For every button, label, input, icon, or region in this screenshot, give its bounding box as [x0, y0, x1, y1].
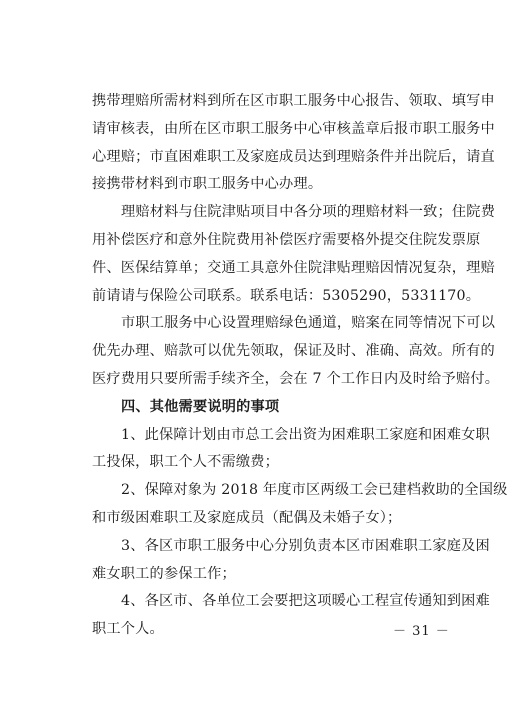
list-item-1: 1、此保障计划由市总工会出资为困难职工家庭和困难女职 — [121, 426, 490, 443]
list-item-2: 2、保障对象为 2018 年度市区两级工会已建档救助的全国级 — [121, 482, 507, 499]
body-text — [92, 88, 507, 644]
text-line: 用补偿医疗和意外住院费用补偿医疗需要格外提交住院发票原 — [92, 231, 481, 248]
section-heading: 四、其他需要说明的事项 — [121, 398, 280, 415]
list-item-3: 3、各区市职工服务中心分别负责本区市困难职工家庭及困 — [121, 537, 490, 554]
text-line: 和市级困难职工及家庭成员（配偶及未婚子女）； — [92, 509, 402, 526]
text-line: 工投保，职工个人不需缴费； — [92, 454, 280, 471]
paragraph-first-line: 市职工服务中心设置理赔绿色通道，赔案在同等情况下可以 — [121, 315, 496, 332]
text-line: 心理赔；市直困难职工及家庭成员达到理赔条件并出院后，请直 — [92, 148, 495, 165]
text-line: 医疗费用只要所需手续齐全，会在 7 个工作日内及时给予赔付。 — [92, 370, 500, 387]
text-line: 接携带材料到市职工服务中心办理。 — [92, 176, 323, 193]
text-line: 件、医保结算单；交通工具意外住院津贴理赔因情况复杂，理赔 — [92, 259, 495, 276]
text-line: 难女职工的参保工作； — [92, 565, 236, 582]
list-item-4: 4、各区市、各单位工会要把这项暖心工程宣传通知到困难 — [121, 593, 490, 610]
page-number: － 31 － — [393, 624, 450, 639]
text-line: 携带理赔所需材料到所在区市职工服务中心报告、领取、填写申 — [92, 93, 495, 109]
text-line: 优先办理、赔款可以优先领取，保证及时、准确、高效。所有的 — [92, 343, 495, 360]
text-line: 前请请与保险公司联系。联系电话：5305290，5331170。 — [92, 287, 481, 304]
text-line: 职工个人。 — [92, 621, 164, 638]
text-line: 请审核表，由所在区市职工服务中心审核盖章后报市职工服务中 — [92, 120, 495, 137]
paragraph-first-line: 理赔材料与住院津贴项目中各分项的理赔材料一致；住院费 — [121, 204, 496, 221]
